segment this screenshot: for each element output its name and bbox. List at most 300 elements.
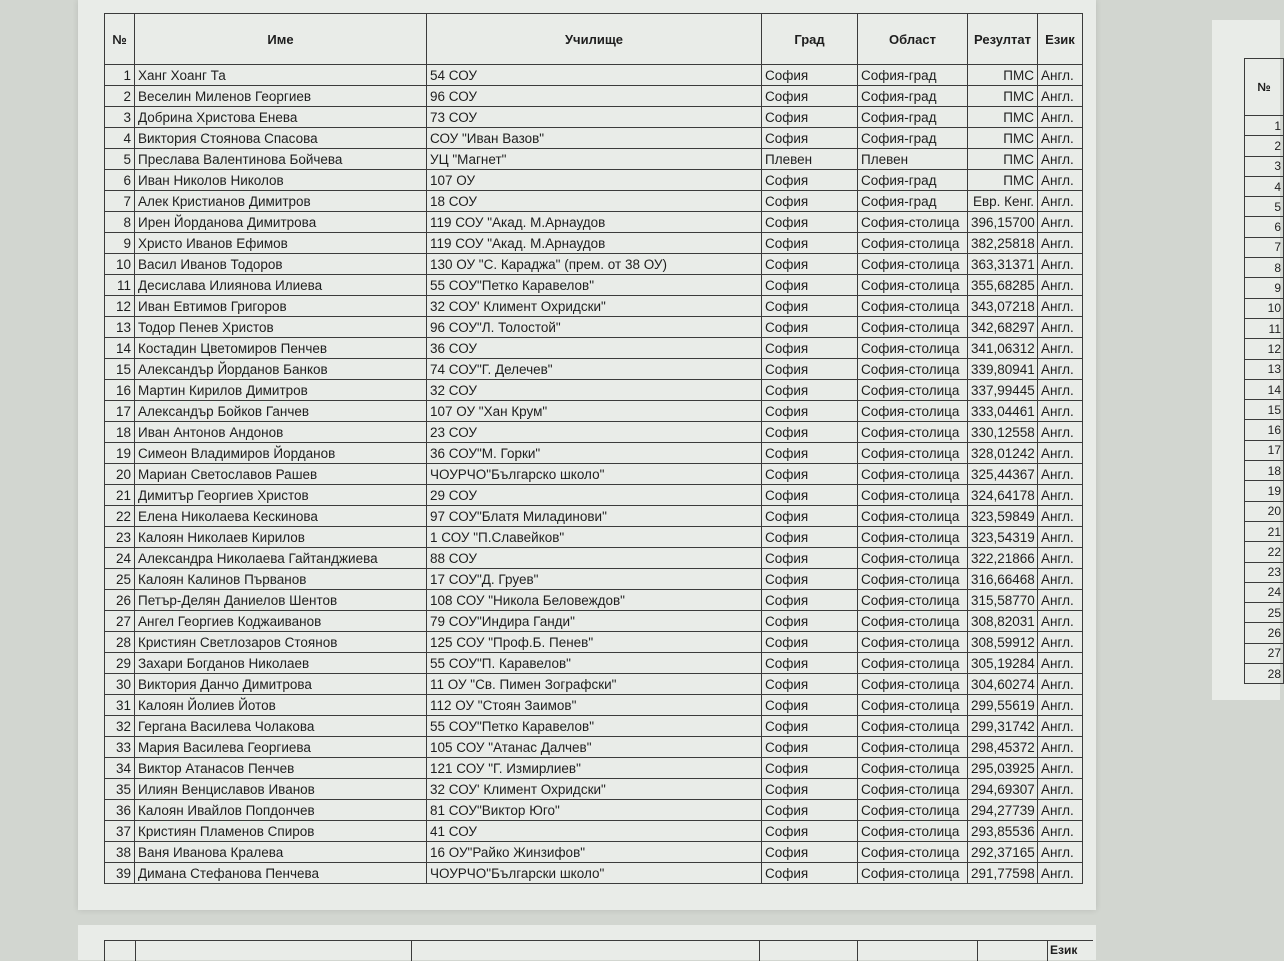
- row-result: 382,25818: [968, 233, 1038, 254]
- row-city: София: [762, 233, 858, 254]
- table-row: [105, 380, 1083, 401]
- row-school: 121 СОУ "Г. Измирлиев": [427, 758, 762, 779]
- table-row: [105, 800, 1083, 821]
- side-table-row: [1245, 197, 1284, 217]
- row-name: Ваня Иванова Кралева: [135, 842, 427, 863]
- row-language: Англ.: [1038, 401, 1083, 422]
- row-city: София: [762, 821, 858, 842]
- row-name: Калоян Ивайлов Попдончев: [135, 800, 427, 821]
- row-language: Англ.: [1038, 842, 1083, 863]
- row-city: София: [762, 863, 858, 884]
- row-result: 396,15700: [968, 212, 1038, 233]
- row-school: 11 ОУ "Св. Пимен Зографски": [427, 674, 762, 695]
- side-header-number: №: [1245, 59, 1284, 116]
- row-region: София-столица: [858, 338, 968, 359]
- row-language: Англ.: [1038, 779, 1083, 800]
- row-name: Ирен Йорданова Димитрова: [135, 212, 427, 233]
- row-region: София-столица: [858, 275, 968, 296]
- row-city: София: [762, 548, 858, 569]
- results-table: [104, 13, 1083, 884]
- row-school: 81 СОУ"Виктор Юго": [427, 800, 762, 821]
- row-name: Мариан Светославов Рашев: [135, 464, 427, 485]
- row-name: Калоян Йолиев Йотов: [135, 695, 427, 716]
- row-name: Калоян Николаев Кирилов: [135, 527, 427, 548]
- row-name: Калоян Калинов Първанов: [135, 569, 427, 590]
- row-name: Илиян Венциславов Иванов: [135, 779, 427, 800]
- row-name: Захари Богданов Николаев: [135, 653, 427, 674]
- row-region: София-град: [858, 170, 968, 191]
- row-region: София-столица: [858, 779, 968, 800]
- table-row: [105, 149, 1083, 170]
- row-name: Елена Николаева Кескинова: [135, 506, 427, 527]
- row-region: София-столица: [858, 527, 968, 548]
- row-region: София-столица: [858, 695, 968, 716]
- row-result: 293,85536: [968, 821, 1038, 842]
- row-city: София: [762, 506, 858, 527]
- row-city: София: [762, 65, 858, 86]
- row-school: 112 ОУ "Стоян Заимов": [427, 695, 762, 716]
- table-row: [105, 170, 1083, 191]
- row-city: София: [762, 317, 858, 338]
- row-number: 21: [105, 485, 135, 506]
- row-number: 30: [105, 674, 135, 695]
- row-result: 299,31742: [968, 716, 1038, 737]
- header-result: Резултат: [968, 14, 1038, 65]
- row-language: Англ.: [1038, 464, 1083, 485]
- row-name: Александра Николаева Гайтанджиева: [135, 548, 427, 569]
- row-name: Христо Иванов Ефимов: [135, 233, 427, 254]
- table-row: [105, 695, 1083, 716]
- side-row-number: 5: [1245, 197, 1284, 217]
- table-row: [105, 65, 1083, 86]
- row-language: Англ.: [1038, 527, 1083, 548]
- row-city: София: [762, 590, 858, 611]
- side-table-row: [1245, 400, 1284, 420]
- side-row-number: 15: [1245, 400, 1284, 420]
- row-region: София-столица: [858, 821, 968, 842]
- row-school: 36 СОУ: [427, 338, 762, 359]
- row-name: Петър-Делян Даниелов Шентов: [135, 590, 427, 611]
- row-school: 55 СОУ"Петко Каравелов": [427, 275, 762, 296]
- row-region: София-столица: [858, 758, 968, 779]
- row-school: 55 СОУ"Петко Каравелов": [427, 716, 762, 737]
- side-table-row: [1245, 501, 1284, 521]
- table-row: [105, 632, 1083, 653]
- row-school: УЦ "Магнет": [427, 149, 762, 170]
- row-result: 299,55619: [968, 695, 1038, 716]
- row-result: 308,59912: [968, 632, 1038, 653]
- side-row-number: 13: [1245, 359, 1284, 379]
- row-language: Англ.: [1038, 212, 1083, 233]
- row-region: София-столица: [858, 233, 968, 254]
- row-school: 73 СОУ: [427, 107, 762, 128]
- header-name: Име: [135, 14, 427, 65]
- row-language: Англ.: [1038, 485, 1083, 506]
- row-result: 343,07218: [968, 296, 1038, 317]
- row-region: София-столица: [858, 632, 968, 653]
- row-number: 35: [105, 779, 135, 800]
- row-region: София-столица: [858, 611, 968, 632]
- side-table-row: [1245, 603, 1284, 623]
- row-number: 12: [105, 296, 135, 317]
- row-result: 325,44367: [968, 464, 1038, 485]
- row-name: Димитър Георгиев Христов: [135, 485, 427, 506]
- row-language: Англ.: [1038, 422, 1083, 443]
- row-school: 1 СОУ "П.Славейков": [427, 527, 762, 548]
- side-table-row: [1245, 420, 1284, 440]
- row-region: София-столица: [858, 569, 968, 590]
- table-row: [105, 527, 1083, 548]
- row-school: 54 СОУ: [427, 65, 762, 86]
- row-city: София: [762, 254, 858, 275]
- row-school: 36 СОУ"М. Горки": [427, 443, 762, 464]
- row-language: Англ.: [1038, 443, 1083, 464]
- row-number: 19: [105, 443, 135, 464]
- row-region: София-столица: [858, 590, 968, 611]
- row-result: 339,80941: [968, 359, 1038, 380]
- row-name: Кристиян Пламенов Спиров: [135, 821, 427, 842]
- row-school: 32 СОУ: [427, 380, 762, 401]
- row-region: София-столица: [858, 212, 968, 233]
- table-row: [105, 590, 1083, 611]
- row-language: Англ.: [1038, 65, 1083, 86]
- table-row: [105, 506, 1083, 527]
- row-region: София-столица: [858, 464, 968, 485]
- row-school: 130 ОУ "С. Караджа" (прем. от 38 ОУ): [427, 254, 762, 275]
- side-table-row: [1245, 521, 1284, 541]
- side-table-row: [1245, 643, 1284, 663]
- side-row-number: 21: [1245, 521, 1284, 541]
- row-result: 315,58770: [968, 590, 1038, 611]
- table-row: [105, 338, 1083, 359]
- side-row-number: 9: [1245, 278, 1284, 298]
- row-region: София-столица: [858, 737, 968, 758]
- row-result: 363,31371: [968, 254, 1038, 275]
- row-result: 328,01242: [968, 443, 1038, 464]
- row-language: Англ.: [1038, 611, 1083, 632]
- row-number: 27: [105, 611, 135, 632]
- row-name: Димана Стефанова Пенчева: [135, 863, 427, 884]
- table-row: [105, 779, 1083, 800]
- row-language: Англ.: [1038, 170, 1083, 191]
- row-school: 16 ОУ"Райко Жинзифов": [427, 842, 762, 863]
- row-city: София: [762, 737, 858, 758]
- table-row: [105, 716, 1083, 737]
- side-row-number: 7: [1245, 237, 1284, 257]
- row-region: София-столица: [858, 401, 968, 422]
- row-region: София-столица: [858, 506, 968, 527]
- row-language: Англ.: [1038, 191, 1083, 212]
- table-row: [105, 233, 1083, 254]
- row-number: 4: [105, 128, 135, 149]
- side-table-row: [1245, 562, 1284, 582]
- row-language: Англ.: [1038, 128, 1083, 149]
- row-result: 355,68285: [968, 275, 1038, 296]
- row-number: 10: [105, 254, 135, 275]
- row-school: 108 СОУ "Никола Беловеждов": [427, 590, 762, 611]
- side-table-row: [1245, 542, 1284, 562]
- row-name: Васил Иванов Тодоров: [135, 254, 427, 275]
- table-row: [105, 821, 1083, 842]
- row-language: Англ.: [1038, 590, 1083, 611]
- side-table-row: [1245, 440, 1284, 460]
- side-row-number: 28: [1245, 664, 1284, 684]
- row-region: София-столица: [858, 254, 968, 275]
- row-result: ПМС: [968, 170, 1038, 191]
- side-row-number: 4: [1245, 176, 1284, 196]
- row-region: София-столица: [858, 359, 968, 380]
- side-row-number: 2: [1245, 136, 1284, 156]
- side-table-row: [1245, 116, 1284, 136]
- row-school: 18 СОУ: [427, 191, 762, 212]
- row-result: 294,69307: [968, 779, 1038, 800]
- row-school: 41 СОУ: [427, 821, 762, 842]
- row-number: 34: [105, 758, 135, 779]
- row-region: София-град: [858, 86, 968, 107]
- row-school: 79 СОУ"Индира Ганди": [427, 611, 762, 632]
- row-language: Англ.: [1038, 674, 1083, 695]
- row-school: 17 СОУ"Д. Груев": [427, 569, 762, 590]
- table-header-row: [105, 14, 1083, 65]
- row-region: София-столица: [858, 863, 968, 884]
- side-table-row: [1245, 623, 1284, 643]
- row-school: 32 СОУ' Климент Охридски": [427, 779, 762, 800]
- row-school: 96 СОУ"Л. Толостой": [427, 317, 762, 338]
- row-number: 11: [105, 275, 135, 296]
- row-number: 13: [105, 317, 135, 338]
- row-city: София: [762, 674, 858, 695]
- table-row: [105, 275, 1083, 296]
- row-number: 15: [105, 359, 135, 380]
- side-table-row: [1245, 258, 1284, 278]
- side-table-row: [1245, 481, 1284, 501]
- side-table-row: [1245, 582, 1284, 602]
- row-region: София-столица: [858, 443, 968, 464]
- row-city: София: [762, 569, 858, 590]
- row-result: 292,37165: [968, 842, 1038, 863]
- row-region: София-град: [858, 65, 968, 86]
- side-table-row: [1245, 156, 1284, 176]
- row-city: София: [762, 275, 858, 296]
- row-region: София-столица: [858, 800, 968, 821]
- row-name: Алек Кристианов Димитров: [135, 191, 427, 212]
- row-city: София: [762, 842, 858, 863]
- row-region: София-град: [858, 128, 968, 149]
- side-row-number: 20: [1245, 501, 1284, 521]
- row-number: 22: [105, 506, 135, 527]
- row-number: 7: [105, 191, 135, 212]
- row-city: София: [762, 653, 858, 674]
- row-region: София-столица: [858, 842, 968, 863]
- header-language: Език: [1038, 14, 1083, 65]
- row-region: София-столица: [858, 485, 968, 506]
- row-language: Англ.: [1038, 695, 1083, 716]
- row-name: Костадин Цветомиров Пенчев: [135, 338, 427, 359]
- side-table-row: [1245, 339, 1284, 359]
- row-result: 323,54319: [968, 527, 1038, 548]
- row-city: София: [762, 380, 858, 401]
- row-school: 74 СОУ"Г. Делечев": [427, 359, 762, 380]
- row-language: Англ.: [1038, 800, 1083, 821]
- side-table: [1244, 58, 1284, 684]
- row-result: 330,12558: [968, 422, 1038, 443]
- row-number: 24: [105, 548, 135, 569]
- row-school: 119 СОУ "Акад. М.Арнаудов: [427, 233, 762, 254]
- side-row-number: 11: [1245, 318, 1284, 338]
- row-language: Англ.: [1038, 548, 1083, 569]
- row-result: ПМС: [968, 65, 1038, 86]
- row-school: 29 СОУ: [427, 485, 762, 506]
- row-result: 291,77598: [968, 863, 1038, 884]
- side-row-number: 25: [1245, 603, 1284, 623]
- row-school: 32 СОУ' Климент Охридски": [427, 296, 762, 317]
- side-row-number: 24: [1245, 582, 1284, 602]
- table-row: [105, 569, 1083, 590]
- side-row-number: 1: [1245, 116, 1284, 136]
- row-language: Англ.: [1038, 506, 1083, 527]
- row-name: Преслава Валентинова Бойчева: [135, 149, 427, 170]
- row-city: София: [762, 401, 858, 422]
- table-row: [105, 485, 1083, 506]
- side-row-number: 3: [1245, 156, 1284, 176]
- table-row: [105, 191, 1083, 212]
- row-language: Англ.: [1038, 149, 1083, 170]
- row-school: 125 СОУ "Проф.Б. Пенев": [427, 632, 762, 653]
- row-result: ПМС: [968, 107, 1038, 128]
- table-row: [105, 212, 1083, 233]
- row-number: 16: [105, 380, 135, 401]
- row-result: 324,64178: [968, 485, 1038, 506]
- row-result: ПМС: [968, 128, 1038, 149]
- row-region: Плевен: [858, 149, 968, 170]
- row-number: 17: [105, 401, 135, 422]
- header-city: Град: [762, 14, 858, 65]
- row-school: СОУ "Иван Вазов": [427, 128, 762, 149]
- table-row: [105, 863, 1083, 884]
- table-row: [105, 842, 1083, 863]
- row-region: София-град: [858, 191, 968, 212]
- side-row-number: 23: [1245, 562, 1284, 582]
- side-row-number: 17: [1245, 440, 1284, 460]
- next-table-header: [104, 940, 1093, 961]
- side-row-number: 6: [1245, 217, 1284, 237]
- table-row: [105, 653, 1083, 674]
- row-city: София: [762, 443, 858, 464]
- row-number: 6: [105, 170, 135, 191]
- row-language: Англ.: [1038, 233, 1083, 254]
- row-number: 28: [105, 632, 135, 653]
- next-header-language: Език: [1050, 943, 1078, 957]
- row-city: София: [762, 611, 858, 632]
- row-number: 33: [105, 737, 135, 758]
- row-city: София: [762, 758, 858, 779]
- side-table-row: [1245, 379, 1284, 399]
- row-city: София: [762, 695, 858, 716]
- row-city: София: [762, 191, 858, 212]
- row-result: 308,82031: [968, 611, 1038, 632]
- row-name: Симеон Владимиров Йорданов: [135, 443, 427, 464]
- row-name: Иван Антонов Андонов: [135, 422, 427, 443]
- row-result: 322,21866: [968, 548, 1038, 569]
- row-city: София: [762, 527, 858, 548]
- header-school: Училище: [427, 14, 762, 65]
- row-result: 305,19284: [968, 653, 1038, 674]
- side-row-number: 14: [1245, 379, 1284, 399]
- row-name: Гергана Василева Чолакова: [135, 716, 427, 737]
- row-region: София-столица: [858, 674, 968, 695]
- table-row: [105, 401, 1083, 422]
- row-city: София: [762, 779, 858, 800]
- row-city: София: [762, 485, 858, 506]
- row-city: София: [762, 632, 858, 653]
- row-result: 341,06312: [968, 338, 1038, 359]
- row-language: Англ.: [1038, 821, 1083, 842]
- row-language: Англ.: [1038, 737, 1083, 758]
- row-city: София: [762, 212, 858, 233]
- side-table-row: [1245, 136, 1284, 156]
- row-language: Англ.: [1038, 758, 1083, 779]
- row-name: Иван Евтимов Григоров: [135, 296, 427, 317]
- row-number: 3: [105, 107, 135, 128]
- side-row-number: 19: [1245, 481, 1284, 501]
- row-result: 294,27739: [968, 800, 1038, 821]
- row-region: София-столица: [858, 548, 968, 569]
- row-school: 107 ОУ: [427, 170, 762, 191]
- row-language: Англ.: [1038, 632, 1083, 653]
- side-row-number: 12: [1245, 339, 1284, 359]
- table-row: [105, 737, 1083, 758]
- table-row: [105, 674, 1083, 695]
- side-row-number: 22: [1245, 542, 1284, 562]
- row-city: София: [762, 716, 858, 737]
- row-name: Ханг Хоанг Та: [135, 65, 427, 86]
- table-row: [105, 359, 1083, 380]
- row-language: Англ.: [1038, 653, 1083, 674]
- row-city: София: [762, 800, 858, 821]
- table-row: [105, 443, 1083, 464]
- table-row: [105, 86, 1083, 107]
- row-city: София: [762, 338, 858, 359]
- row-language: Англ.: [1038, 338, 1083, 359]
- row-name: Мартин Кирилов Димитров: [135, 380, 427, 401]
- side-row-number: 16: [1245, 420, 1284, 440]
- row-name: Виктория Стоянова Спасова: [135, 128, 427, 149]
- row-number: 5: [105, 149, 135, 170]
- row-language: Англ.: [1038, 296, 1083, 317]
- row-name: Александър Йорданов Банков: [135, 359, 427, 380]
- side-row-number: 8: [1245, 258, 1284, 278]
- side-table-row: [1245, 176, 1284, 196]
- row-result: 298,45372: [968, 737, 1038, 758]
- table-row: [105, 758, 1083, 779]
- row-name: Кристиян Светлозаров Стоянов: [135, 632, 427, 653]
- row-school: 96 СОУ: [427, 86, 762, 107]
- row-number: 2: [105, 86, 135, 107]
- row-number: 37: [105, 821, 135, 842]
- side-table-row: [1245, 237, 1284, 257]
- row-result: ПМС: [968, 86, 1038, 107]
- row-number: 26: [105, 590, 135, 611]
- side-table-row: [1245, 318, 1284, 338]
- row-result: Евр. Кенг.: [968, 191, 1038, 212]
- row-school: ЧОУРЧО"Български школо": [427, 863, 762, 884]
- row-number: 1: [105, 65, 135, 86]
- row-school: 107 ОУ "Хан Крум": [427, 401, 762, 422]
- row-region: София-столица: [858, 422, 968, 443]
- row-result: 304,60274: [968, 674, 1038, 695]
- row-number: 14: [105, 338, 135, 359]
- row-school: ЧОУРЧО"Българско школо": [427, 464, 762, 485]
